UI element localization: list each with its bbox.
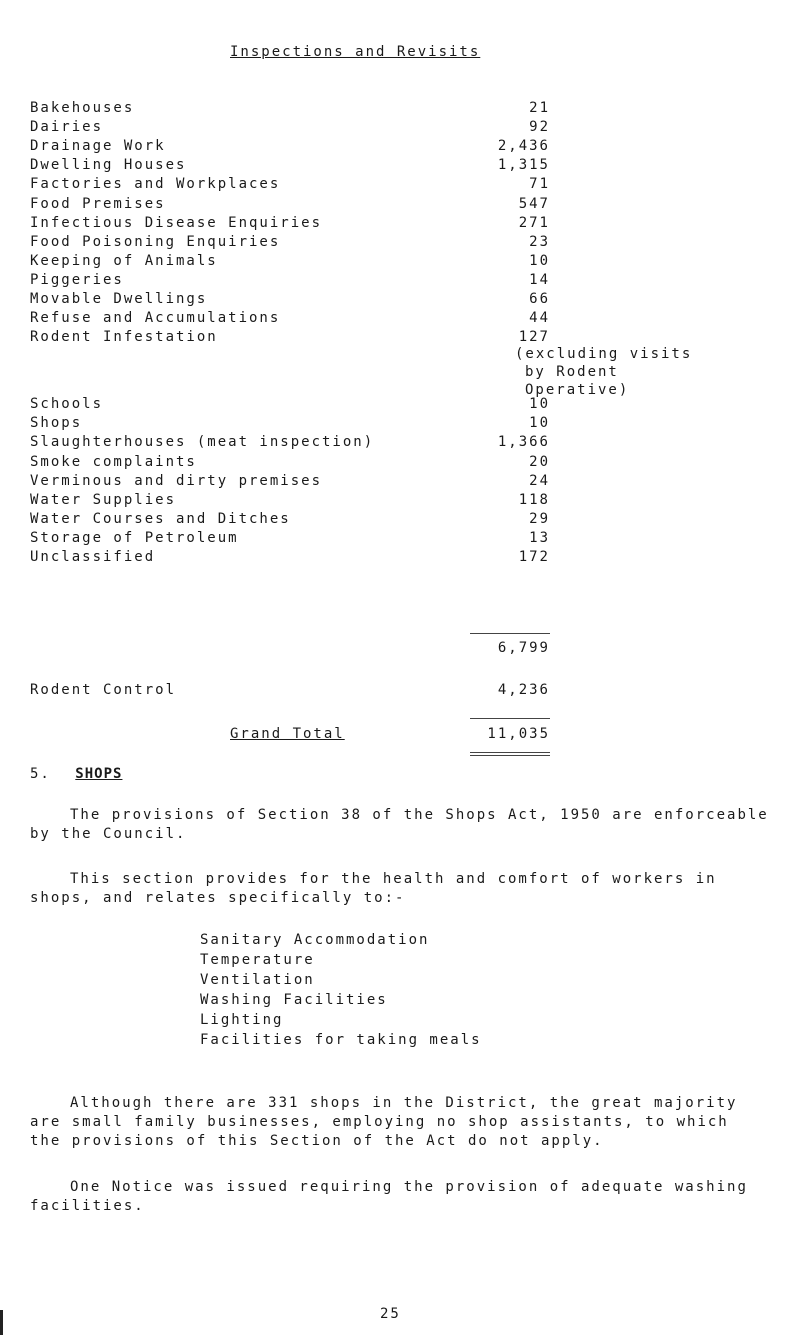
page-title: Inspections and Revisits	[230, 44, 481, 60]
table-row	[30, 215, 550, 233]
paragraph-2	[30, 870, 770, 908]
table-row	[30, 492, 550, 510]
row-value: 24	[529, 472, 550, 489]
table-row	[30, 100, 550, 118]
paragraph-1-text: The provisions of Section 38 of the Shops Act, 1950 are enforceable by the Council.	[30, 807, 769, 842]
row-value: 92	[529, 119, 550, 136]
paragraph-4	[30, 1178, 770, 1216]
paragraph-1	[30, 806, 770, 844]
grand-total-value: 11,035	[487, 726, 550, 742]
table-row	[30, 291, 550, 309]
section-heading	[30, 766, 122, 782]
list-item: Ventilation	[200, 972, 315, 988]
row-value: 10	[529, 252, 550, 269]
row-label: Rodent Infestation	[30, 329, 218, 346]
list-item: Washing Facilities	[200, 992, 388, 1008]
list-item: Sanitary Accommodation	[200, 932, 430, 948]
row-value: 172	[518, 549, 550, 565]
row-label: Refuse and Accumulations	[30, 310, 281, 327]
row-label: Shops	[30, 415, 83, 432]
grand-total-rule-bottom2	[470, 755, 550, 756]
row-label: Dairies	[30, 119, 104, 136]
table-row	[30, 119, 550, 137]
paragraph-3	[30, 1094, 770, 1151]
table-row	[30, 272, 550, 290]
subtotal-rule	[470, 633, 550, 634]
paragraph-3-text: Although there are 331 shops in the District, the great majority are small family businesses, employing no shop assistants, to which the provisions of this Section of the Act do not apply.	[30, 1095, 738, 1149]
rodent-note-line: (excluding visits	[515, 346, 693, 362]
section-title: SHOPS	[75, 766, 123, 782]
grand-total-rule-top	[470, 718, 550, 719]
table-row	[30, 310, 550, 328]
row-label: Bakehouses	[30, 100, 135, 116]
grand-total-label: Grand Total	[230, 726, 345, 742]
row-label: Verminous and dirty premises	[30, 472, 323, 489]
table-row	[30, 176, 550, 194]
rodent-note-line: by Rodent	[525, 364, 619, 380]
row-value: 71	[529, 176, 550, 193]
row-value: 21	[529, 100, 550, 116]
row-value: 10	[529, 396, 550, 413]
row-value: 271	[518, 214, 550, 231]
row-label: Infectious Disease Enquiries	[30, 214, 323, 231]
table-row	[30, 396, 550, 414]
list-item: Temperature	[200, 952, 315, 968]
rodent-control-label: Rodent Control	[30, 682, 177, 698]
row-value: 20	[529, 453, 550, 470]
row-value: 14	[529, 271, 550, 288]
row-value: 23	[529, 233, 550, 250]
subtotal-value: 6,799	[497, 640, 550, 656]
row-value: 1,366	[497, 434, 550, 451]
row-label: Schools	[30, 396, 104, 413]
grand-total-rule-bottom	[470, 752, 550, 753]
row-value: 2,436	[497, 138, 550, 155]
table-row	[30, 454, 550, 472]
row-value: 66	[529, 291, 550, 307]
page-number: 25	[380, 1306, 401, 1322]
paragraph-4-text: One Notice was issued requiring the provision of adequate washing facilities.	[30, 1179, 748, 1214]
rodent-note-line: Operative)	[525, 382, 630, 398]
section-number: 5.	[30, 766, 51, 782]
table-row	[30, 434, 550, 452]
table-row	[30, 473, 550, 491]
row-value: 118	[518, 491, 550, 508]
row-label: Smoke complaints	[30, 453, 197, 470]
table-row	[30, 157, 550, 175]
row-value: 29	[529, 510, 550, 527]
row-label: Slaughterhouses (meat inspection)	[30, 434, 375, 451]
row-value: 127	[518, 329, 550, 346]
row-label: Movable Dwellings	[30, 291, 208, 307]
row-value: 44	[529, 310, 550, 327]
table-row	[30, 196, 550, 214]
row-label: Factories and Workplaces	[30, 176, 281, 193]
requirements-list	[200, 930, 482, 1050]
row-label: Keeping of Animals	[30, 252, 218, 269]
table-row	[30, 511, 550, 529]
row-value: 13	[529, 529, 550, 546]
row-label: Storage of Petroleum	[30, 529, 239, 546]
list-item: Facilities for taking meals	[200, 1032, 482, 1048]
row-value: 547	[518, 195, 550, 212]
row-label: Food Poisoning Enquiries	[30, 233, 281, 250]
list-item: Lighting	[200, 1012, 284, 1028]
table-row	[30, 329, 550, 347]
row-label: Drainage Work	[30, 138, 166, 155]
row-value: 1,315	[497, 157, 550, 174]
row-label: Unclassified	[30, 549, 156, 565]
rodent-control-value: 4,236	[497, 682, 550, 698]
table-row	[30, 415, 550, 433]
table-row	[30, 530, 550, 548]
table-row	[30, 138, 550, 156]
row-value: 10	[529, 415, 550, 432]
table-row	[30, 253, 550, 271]
scan-edge-mark	[0, 1310, 3, 1335]
table-row	[30, 549, 550, 567]
rodent-note	[515, 345, 692, 399]
row-label: Water Courses and Ditches	[30, 510, 291, 527]
row-label: Food Premises	[30, 195, 166, 212]
table-row	[30, 234, 550, 252]
paragraph-2-text: This section provides for the health and comfort of workers in shops, and relates specifically to:-	[30, 871, 717, 906]
row-label: Piggeries	[30, 271, 124, 288]
row-label: Dwelling Houses	[30, 157, 187, 174]
row-label: Water Supplies	[30, 491, 177, 508]
